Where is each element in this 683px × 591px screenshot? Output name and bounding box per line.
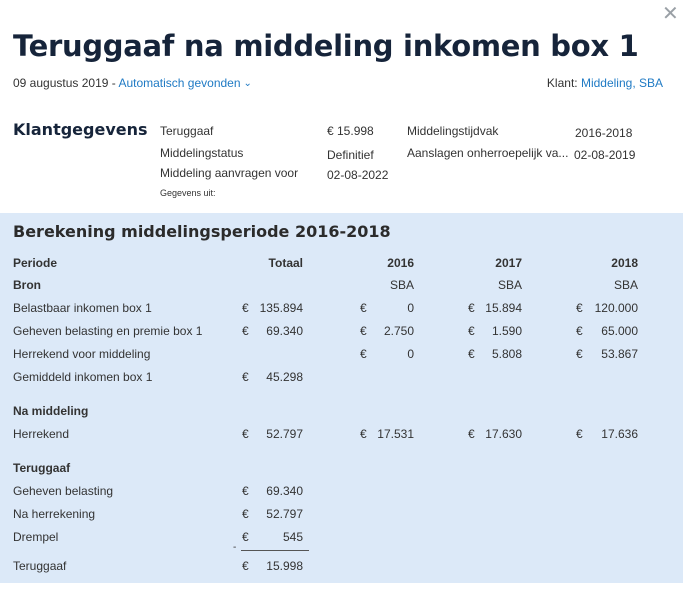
cell-2017: 1.590 xyxy=(491,324,522,338)
cell-totaal: 52.797 xyxy=(266,427,303,441)
table-row-total xyxy=(0,559,683,577)
klant-link[interactable]: Middeling, SBA xyxy=(580,76,663,90)
row-label: Bron xyxy=(13,278,41,292)
value-middelingstatus: Definitief xyxy=(327,148,374,162)
table-row xyxy=(0,324,683,342)
label-teruggaaf: Teruggaaf xyxy=(160,124,214,138)
value-teruggaaf: € 15.998 xyxy=(327,124,374,138)
cell-value: 15.998 xyxy=(266,559,303,573)
euro-sign: € xyxy=(576,347,583,361)
euro-sign: € xyxy=(468,301,475,315)
table-row xyxy=(0,370,683,388)
cell-totaal: 135.894 xyxy=(259,301,303,315)
klant-info xyxy=(547,76,663,90)
euro-sign: € xyxy=(576,324,583,338)
cell-2017: 17.630 xyxy=(485,427,522,441)
teruggaaf-heading xyxy=(0,461,683,479)
chevron-down-icon[interactable]: ⌄ xyxy=(243,78,252,89)
value-onherroepelijk: 02-08-2019 xyxy=(574,148,636,162)
minus-sign: - xyxy=(233,542,237,553)
berekening-panel xyxy=(0,213,683,583)
label-aanvragen-voor: Middeling aanvragen voor xyxy=(160,166,299,180)
bron-2016: SBA xyxy=(389,278,414,292)
page-title: Teruggaaf na middeling inkomen box 1 xyxy=(13,29,639,63)
table-row xyxy=(0,427,683,445)
table-row xyxy=(0,507,683,525)
label-onherroepelijk: Aanslagen onherroepelijk va... xyxy=(407,146,569,160)
euro-sign: € xyxy=(360,347,367,361)
cell-2016: 0 xyxy=(407,347,414,361)
label-middelingstatus: Middelingstatus xyxy=(160,146,244,160)
value-middelingstijdvak: 2016-2018 xyxy=(575,126,633,140)
table-header-row xyxy=(0,256,683,274)
value-aanvragen-voor: 02-08-2022 xyxy=(327,168,389,182)
row-label: Gemiddeld inkomen box 1 xyxy=(13,370,153,384)
cell-2016: 2.750 xyxy=(383,324,414,338)
na-middeling-heading xyxy=(0,404,683,422)
row-label: Belastbaar inkomen box 1 xyxy=(13,301,152,315)
col-2017: 2017 xyxy=(495,256,522,270)
euro-sign: € xyxy=(468,347,475,361)
label-middelingstijdvak: Middelingstijdvak xyxy=(407,124,499,138)
subtitle-line xyxy=(13,76,252,90)
col-periode: Periode xyxy=(13,256,58,270)
euro-sign: € xyxy=(242,427,249,441)
table-row xyxy=(0,347,683,365)
col-2018: 2018 xyxy=(611,256,638,270)
euro-sign: € xyxy=(242,507,249,521)
cell-totaal: 69.340 xyxy=(266,324,303,338)
euro-sign: € xyxy=(468,427,475,441)
euro-sign: € xyxy=(360,427,367,441)
section-label: Teruggaaf xyxy=(13,461,71,475)
cell-value: 69.340 xyxy=(266,484,303,498)
row-label: Herrekend xyxy=(13,427,70,441)
euro-sign: € xyxy=(576,301,583,315)
col-2016: 2016 xyxy=(387,256,414,270)
row-label: Geheven belasting en premie box 1 xyxy=(13,324,203,338)
sum-divider xyxy=(241,550,309,551)
table-row xyxy=(0,484,683,502)
euro-sign: € xyxy=(468,324,475,338)
row-label: Teruggaaf xyxy=(13,559,67,573)
cell-2018: 53.867 xyxy=(601,347,638,361)
cell-2018: 17.636 xyxy=(601,427,638,441)
cell-2018: 65.000 xyxy=(601,324,638,338)
euro-sign: € xyxy=(242,370,249,384)
section-label: Na middeling xyxy=(13,404,89,418)
euro-sign: € xyxy=(360,324,367,338)
euro-sign: € xyxy=(242,530,249,544)
euro-sign: € xyxy=(242,559,249,573)
close-icon[interactable]: ✕ xyxy=(662,3,679,25)
gegevens-uit: Gegevens uit: xyxy=(160,188,216,198)
cell-2016: 17.531 xyxy=(377,427,414,441)
date-text: 09 augustus 2019 xyxy=(13,76,109,90)
table-row-bron xyxy=(0,278,683,296)
cell-totaal: 45.298 xyxy=(266,370,303,384)
row-label: Na herrekening xyxy=(13,507,96,521)
table-row xyxy=(0,530,683,548)
euro-sign: € xyxy=(242,484,249,498)
bron-2017: SBA xyxy=(497,278,522,292)
klantgegevens-heading: Klantgegevens xyxy=(13,120,148,139)
cell-2017: 15.894 xyxy=(485,301,522,315)
berekening-title: Berekening middelingsperiode 2016-2018 xyxy=(13,222,391,241)
row-label: Drempel xyxy=(13,530,59,544)
euro-sign: € xyxy=(242,301,249,315)
cell-2016: 0 xyxy=(407,301,414,315)
cell-value: 545 xyxy=(282,530,303,544)
bron-2018: SBA xyxy=(613,278,638,292)
cell-2017: 5.808 xyxy=(491,347,522,361)
euro-sign: € xyxy=(576,427,583,441)
euro-sign: € xyxy=(242,324,249,338)
row-label: Herrekend voor middeling xyxy=(13,347,151,361)
table-row xyxy=(0,301,683,319)
col-totaal: Totaal xyxy=(268,256,303,270)
cell-value: 52.797 xyxy=(266,507,303,521)
row-label: Geheven belasting xyxy=(13,484,114,498)
klant-label: Klant: xyxy=(546,76,581,90)
cell-2018: 120.000 xyxy=(594,301,638,315)
separator: - xyxy=(108,76,119,90)
source-dropdown[interactable]: Automatisch gevonden xyxy=(118,76,241,90)
euro-sign: € xyxy=(360,301,367,315)
